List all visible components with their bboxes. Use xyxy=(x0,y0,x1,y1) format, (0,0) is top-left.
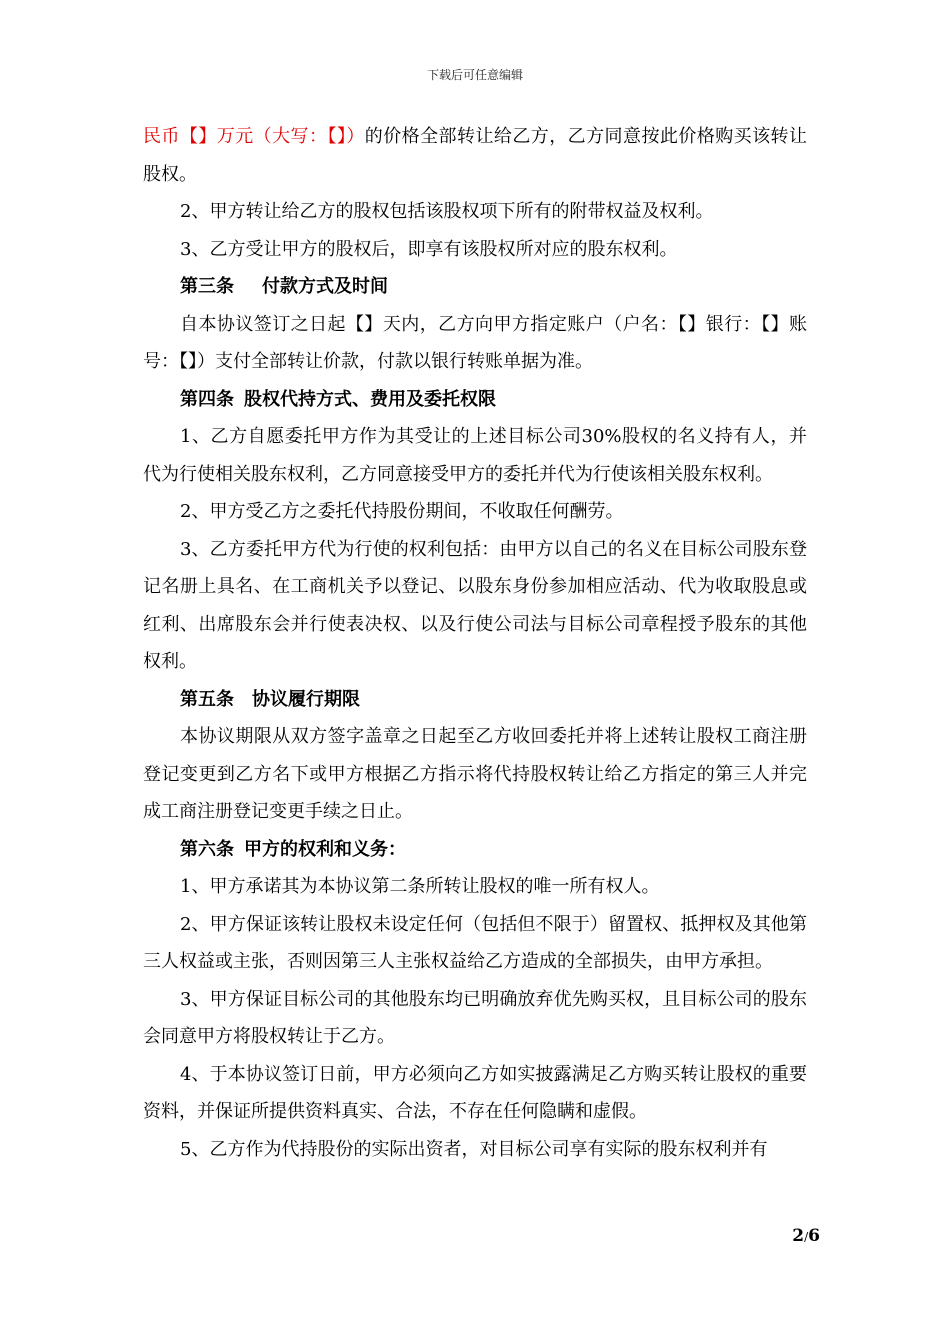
article-5-title: 协议履行期限 xyxy=(252,688,360,710)
paragraph-4-2: 2、甲方受乙方之委托代持股份期间，不收取任何酬劳。 xyxy=(180,501,624,522)
article-3-number: 第三条 xyxy=(180,276,234,297)
article-4-heading xyxy=(143,381,807,419)
paragraph-3: 3、乙方受让甲方的股权后，即享有该股权所对应的股东权利。 xyxy=(180,238,678,260)
article-6-heading xyxy=(143,831,807,869)
article-3-title: 付款方式及时间 xyxy=(262,276,388,297)
paragraph-4-1: 1、乙方自愿委托甲方作为其受让的上述目标公司30%股权的名义持有人，并代为行使相关股东权利，乙方同意接受甲方的委托并代为行使该相关股东权利。 xyxy=(143,426,807,485)
article-4-number: 第四条 xyxy=(180,388,234,410)
paragraph-6-4: 4、于本协议签订日前，甲方必须向乙方如实披露满足乙方购买转让股权的重要资料，并保证所提供资料真实、合法，不存在任何隐瞒和虚假。 xyxy=(143,1063,807,1122)
paragraph-price xyxy=(143,118,807,193)
price-text: 的价格全部转让给乙方，乙方同意按此价格购买该转让股权。 xyxy=(143,126,808,185)
paragraph-6-1: 1、甲方承诺其为本协议第二条所转让股权的唯一所有权人。 xyxy=(180,876,660,897)
article-5-heading xyxy=(143,681,807,719)
paragraph-6-5: 5、乙方作为代持股份的实际出资者，对目标公司享有实际的股东权利并有 xyxy=(180,1138,768,1160)
article-6-title: 甲方的权利和义务： xyxy=(244,838,406,860)
current-page: 2 xyxy=(792,1226,805,1246)
paragraph-6-2: 2、甲方保证该转让股权未设定任何（包括但不限于）留置权、抵押权及其他第三人权益或主张，否则因第三人主张权益给乙方造成的全部损失，由甲方承担。 xyxy=(143,913,807,972)
paragraph-term: 本协议期限从双方签字盖章之日起至乙方收回委托并将上述转让股权工商注册登记变更到乙方名下或甲方根据乙方指示将代持股权转让给乙方指定的第三人并完成工商注册登记变更手续之日止。 xyxy=(143,726,807,822)
price-placeholder: 民币【】万元（大写：【】） xyxy=(143,126,365,147)
page-separator: / xyxy=(804,1230,809,1244)
article-5-number: 第五条 xyxy=(180,688,234,710)
page-number xyxy=(760,1226,820,1246)
document-body xyxy=(143,118,807,1168)
paragraph-4-3: 3、乙方委托甲方代为行使的权利包括：由甲方以自己的名义在目标公司股东登记名册上具名、在工商机关予以登记、以股东身份参加相应活动、代为收取股息或红利、出席股东会并行使表决权、以及行使公司法与目标公司章程授予股东的其他权利。 xyxy=(143,538,807,672)
article-4-title: 股权代持方式、费用及委托权限 xyxy=(244,388,496,410)
page-header: 下载后可任意编辑 xyxy=(426,68,523,82)
article-6-number: 第六条 xyxy=(180,838,234,860)
total-pages: 6 xyxy=(808,1226,820,1246)
article-3-heading xyxy=(143,268,807,306)
paragraph-6-3: 3、甲方保证目标公司的其他股东均已明确放弃优先购买权，且目标公司的股东会同意甲方将股权转让于乙方。 xyxy=(143,988,807,1047)
paragraph-2: 2、甲方转让给乙方的股权包括该股权项下所有的附带权益及权利。 xyxy=(180,201,714,222)
paragraph-payment: 自本协议签订之日起【】天内，乙方向甲方指定账户（户名：【】银行：【】账号：【】）支付全部转让价款，付款以银行转账单据为准。 xyxy=(143,313,807,372)
